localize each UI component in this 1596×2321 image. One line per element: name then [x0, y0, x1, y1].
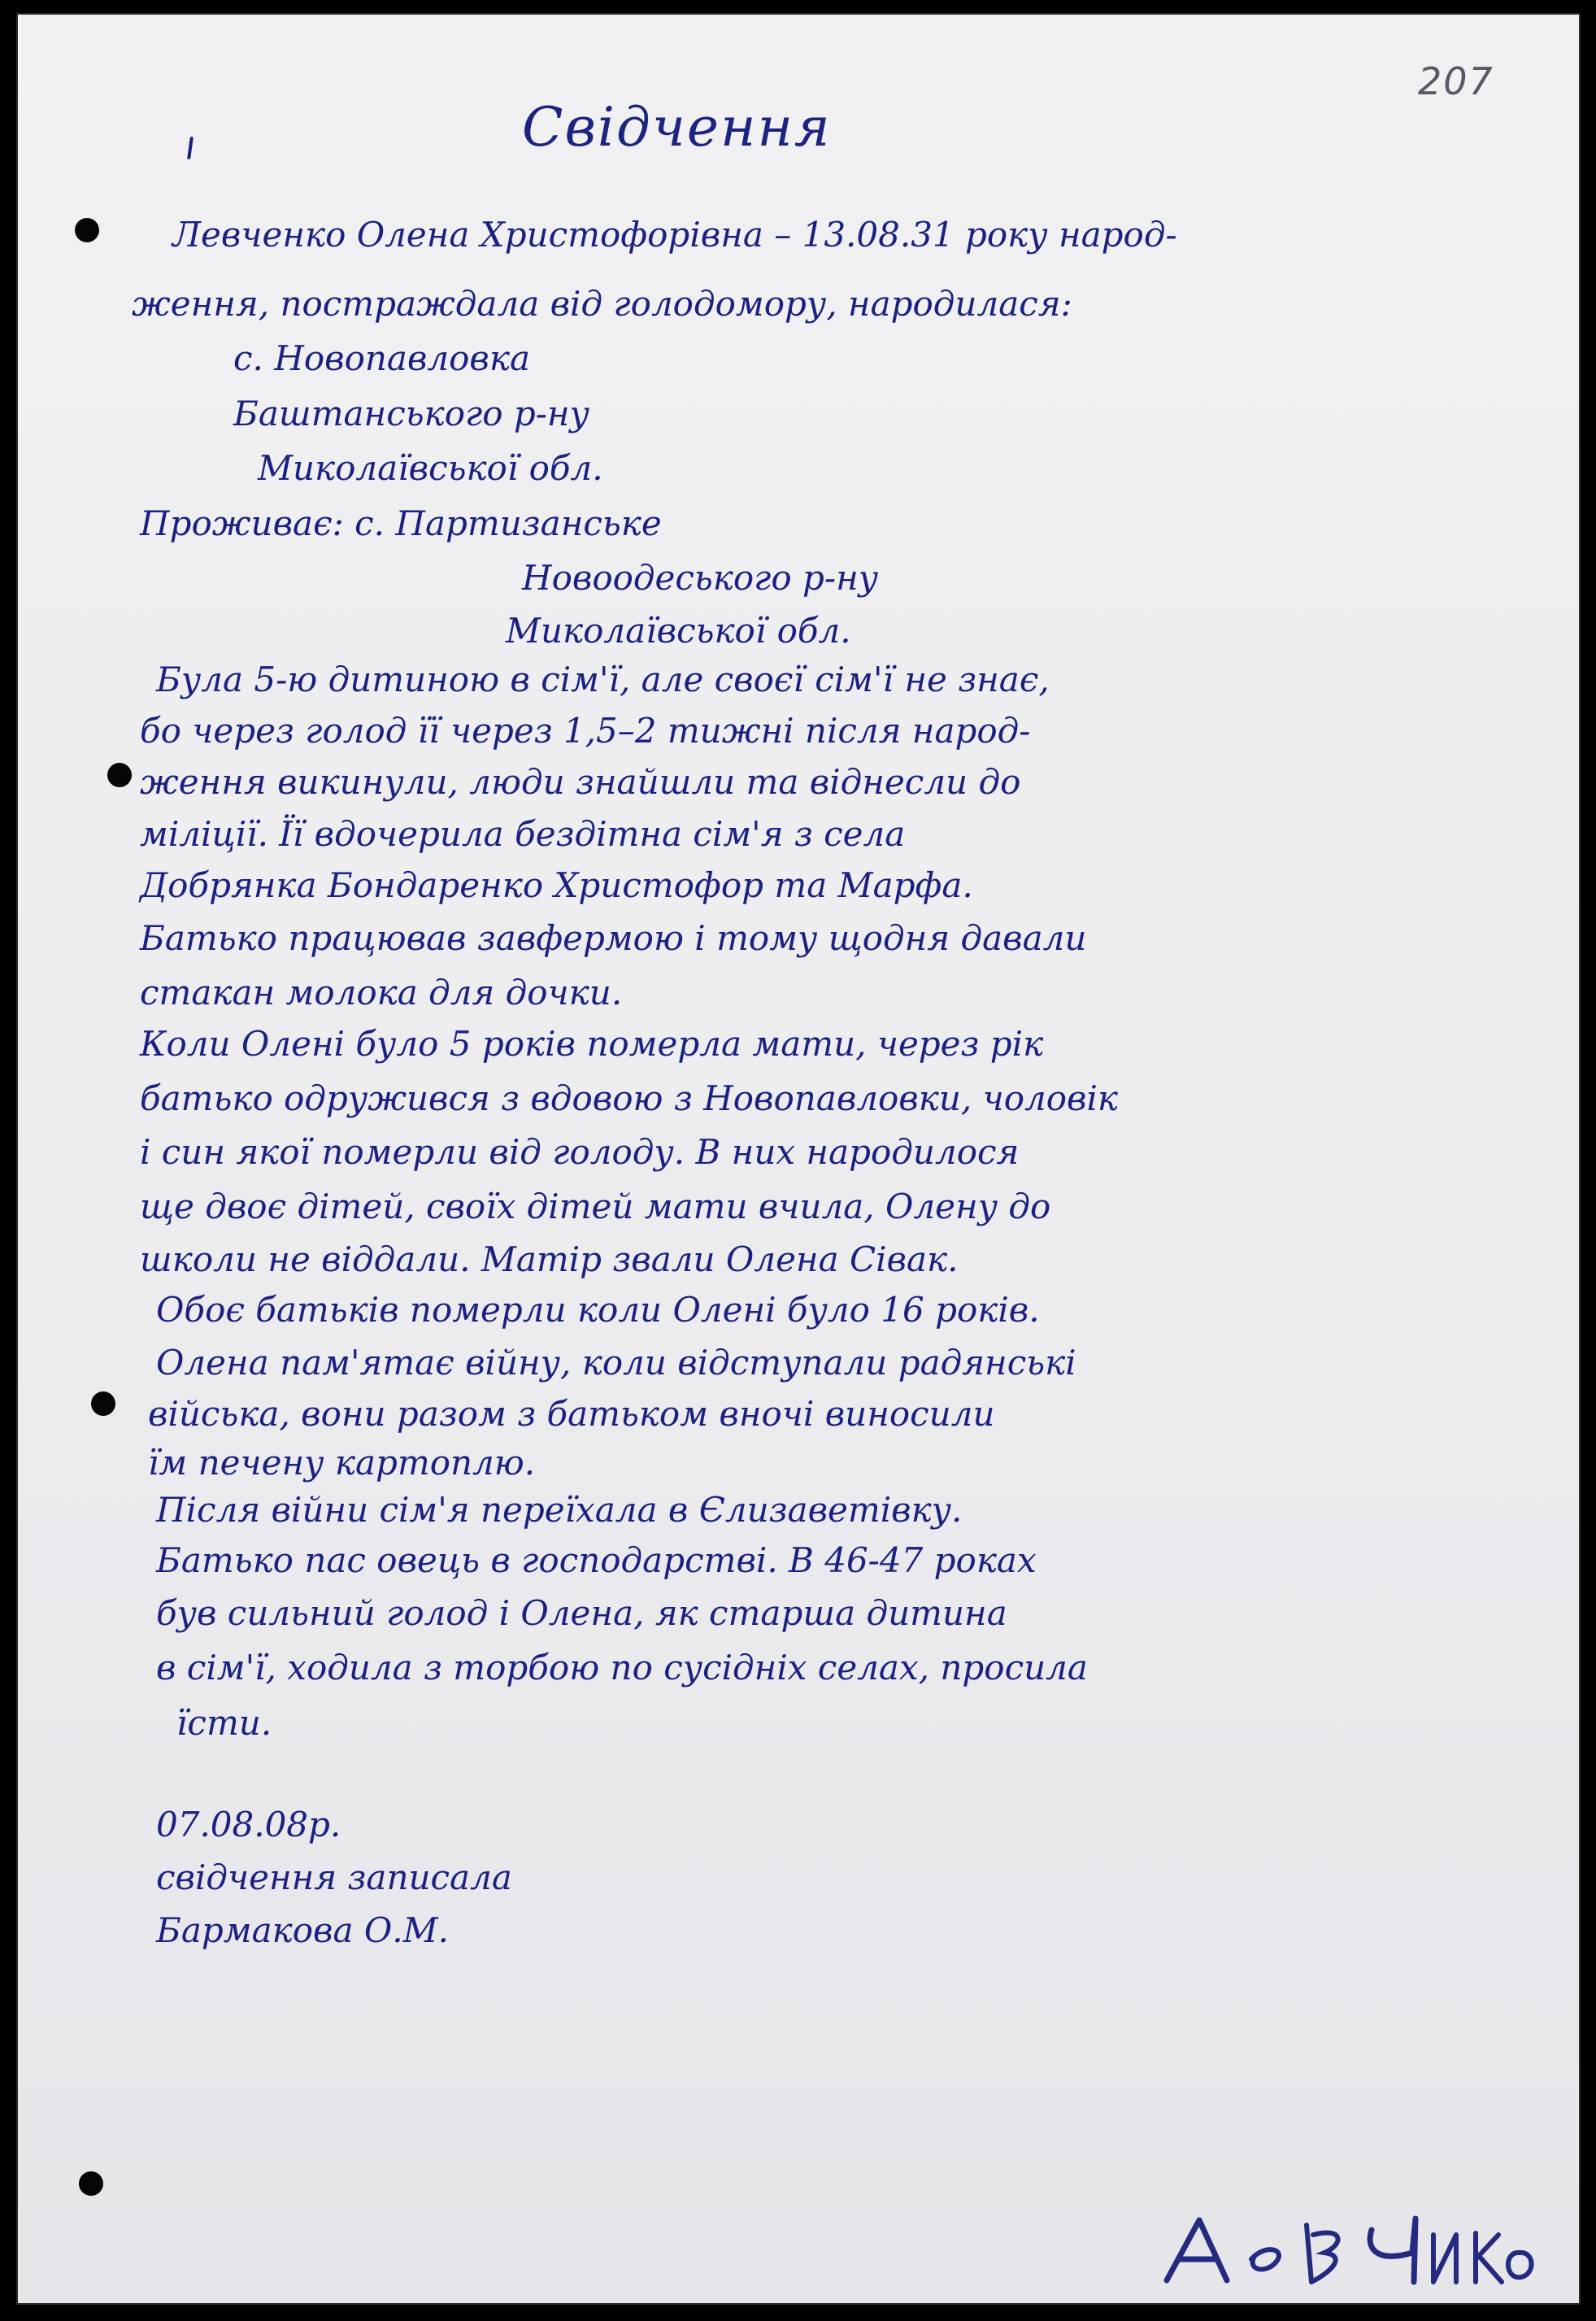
- body-line: ження викинули, люди знайшли та віднесли до: [140, 762, 1021, 802]
- page-number: 207: [1418, 59, 1494, 103]
- body-line: Коли Олені було 5 років померла мати, через рік: [140, 1024, 1044, 1064]
- handwritten-signature: [1152, 2202, 1542, 2292]
- punch-hole-bottom: [79, 2171, 103, 2196]
- body-line: в сім'ї, ходила з торбою по сусідніх селах, просила: [156, 1648, 1088, 1687]
- margin-tick-mark: [187, 137, 194, 159]
- punch-hole-lower-middle: [91, 1391, 115, 1416]
- body-line: їсти.: [176, 1703, 272, 1743]
- punch-hole-top: [75, 218, 99, 242]
- body-line: Проживає: с. Партизанське: [140, 503, 662, 543]
- body-line: Миколаївської обл.: [258, 448, 603, 488]
- body-line: був сильний голод і Олена, як старша дитина: [156, 1593, 1007, 1633]
- body-line: Новоодеського р-ну: [522, 558, 879, 598]
- body-line: і син якої померли від голоду. В них народилося: [140, 1132, 1020, 1172]
- body-line: стакан молока для дочки.: [140, 973, 623, 1012]
- punch-hole-upper-middle: [107, 763, 132, 787]
- body-line: ще двоє дітей, своїх дітей мати вчила, Олену до: [140, 1187, 1051, 1226]
- body-line: їм печену картоплю.: [148, 1443, 536, 1483]
- body-line: Обоє батьків померли коли Олені було 16 років.: [156, 1290, 1040, 1330]
- body-line: батько одружився з вдовою з Новопавловки, чоловік: [140, 1078, 1118, 1118]
- body-line: Баштанського р-ну: [233, 394, 589, 433]
- body-line: Після війни сім'я переїхала в Єлизаветівку.: [156, 1490, 963, 1530]
- body-line: Добрянка Бондаренко Христофор та Марфа.: [140, 865, 973, 905]
- record-date: 07.08.08р.: [156, 1805, 341, 1844]
- body-line: бо через голод її через 1,5–2 тижні після народ-: [140, 711, 1031, 751]
- body-line: Олена пам'ятає війну, коли відступали радянські: [156, 1343, 1076, 1383]
- body-line: міліції. Її вдочерила бездітна сім'я з села: [140, 814, 906, 854]
- body-line: Миколаївської обл.: [506, 611, 851, 651]
- body-line: Батько працював завфермою і тому щодня давали: [140, 918, 1087, 958]
- recorder-name: Бармакова О.М.: [156, 1910, 449, 1950]
- body-line: Була 5-ю дитиною в сім'ї, але своєї сім'ї не знає,: [156, 660, 1050, 699]
- body-line: Батько пас овець в господарстві. В 46-47 роках: [156, 1540, 1037, 1580]
- body-line: війська, вони разом з батьком вночі виносили: [148, 1394, 995, 1434]
- body-line: ження, постраждала від голодомору, народилася:: [132, 284, 1072, 324]
- body-line: с. Новопавловка: [233, 338, 530, 378]
- document-page: [18, 15, 1579, 2303]
- body-line: Левченко Олена Христофорівна – 13.08.31 року народ-: [172, 215, 1177, 255]
- document-title: Свідчення: [522, 96, 832, 159]
- recorded-by-label: свідчення записала: [156, 1857, 512, 1897]
- body-line: школи не віддали. Матір звали Олена Сівак.: [140, 1239, 959, 1279]
